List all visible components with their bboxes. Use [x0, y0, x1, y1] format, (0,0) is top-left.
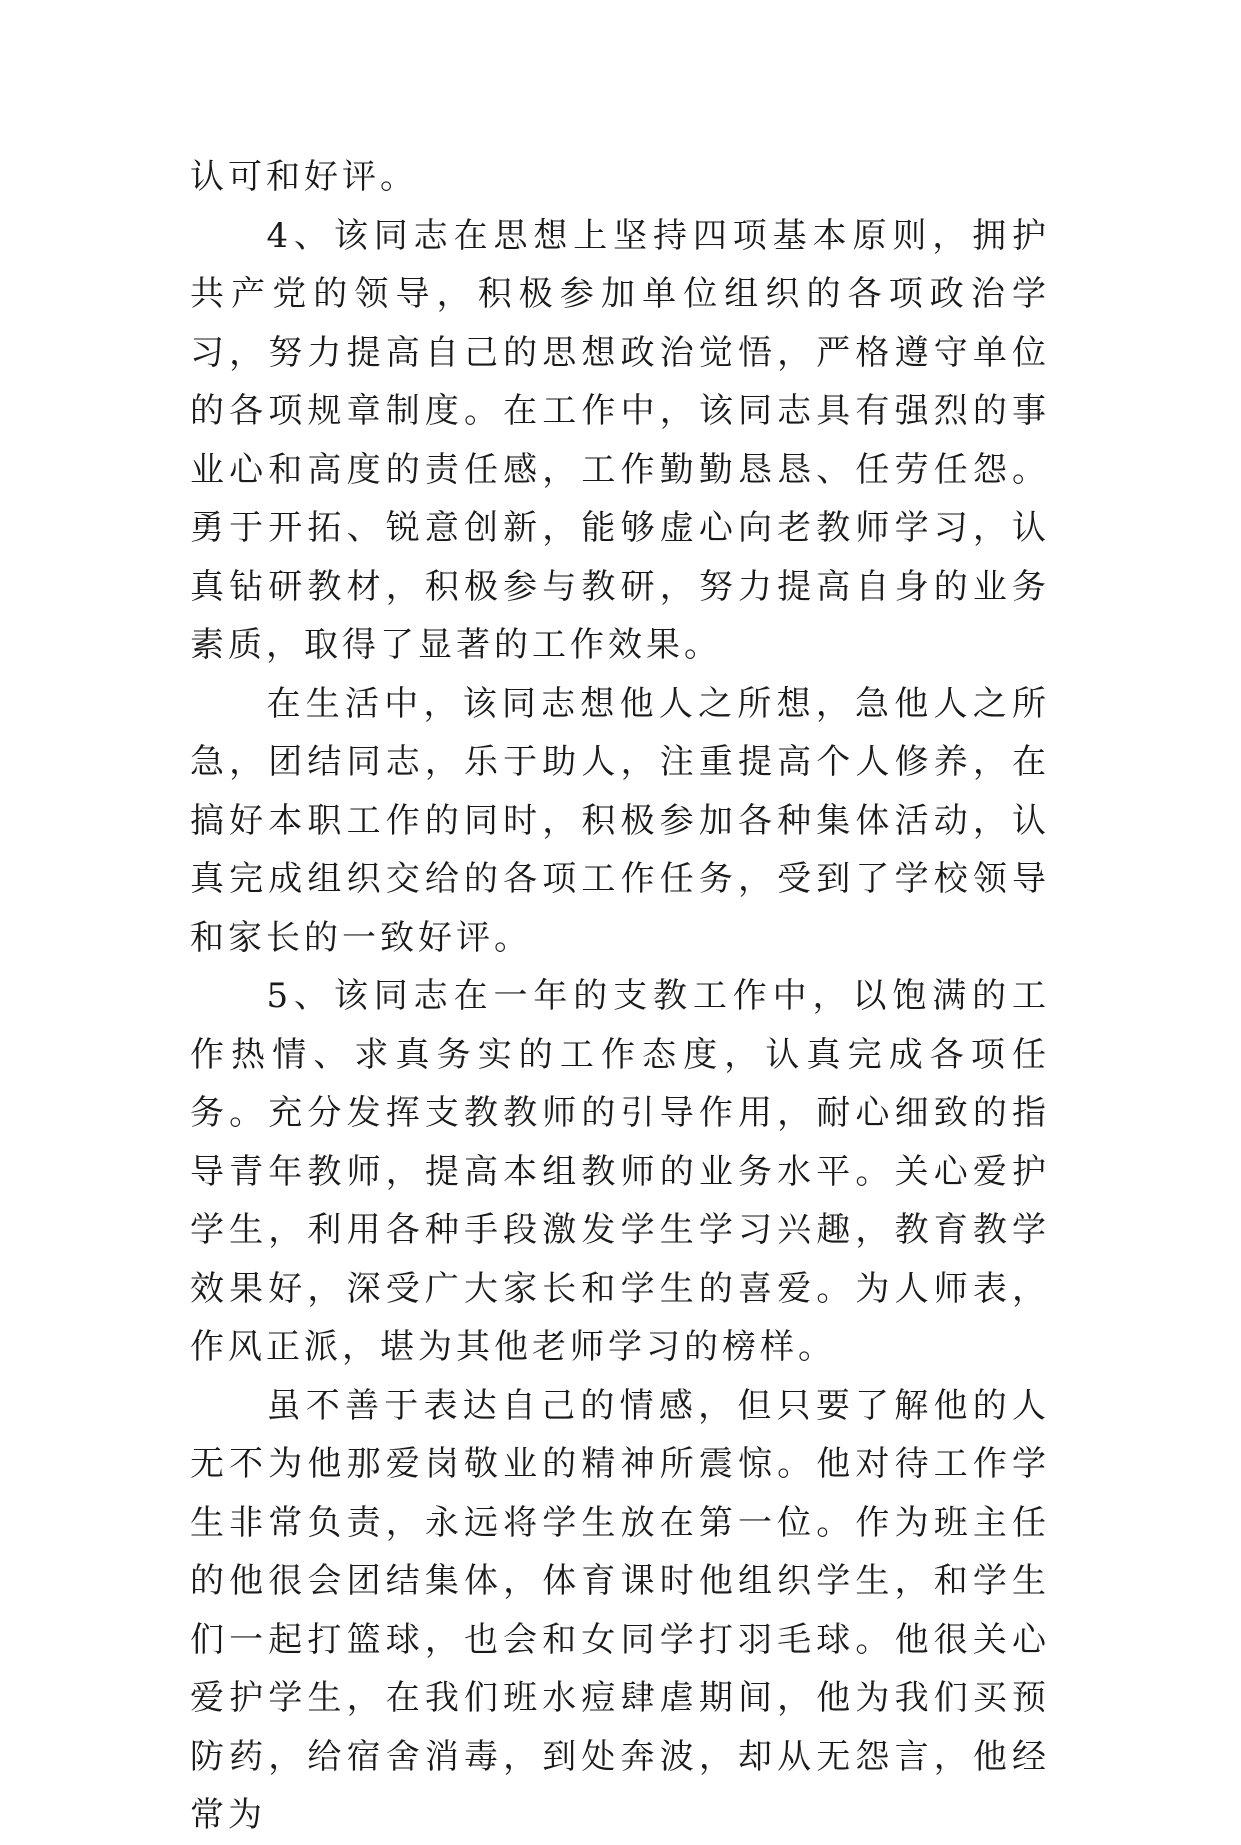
paragraph-5: 虽不善于表达自己的情感，但只要了解他的人无不为他那爱岗敬业的精神所震惊。他对待工作学生非常负责，永远将学生放在第一位。作为班主任的他很会团结集体，体育课时他组织学生，和学生们一起打篮球，也会和女同学打羽毛球。他很关心爱护学生，在我们班水痘肆虐期间，他为我们买预防药，给宿舍消毒，到处奔波，却从无怨言，他经常为	[190, 1385, 1050, 1835]
paragraph-1: 认可和好评。	[190, 157, 418, 197]
paragraph-4: 5、该同志在一年的支教工作中，以饱满的工作热情、求真务实的工作态度，认真完成各项任务。充分发挥支教教师的引导作用，耐心细致的指导青年教师，提高本组教师的业务水平。关心爱护学生，利用各种手段激发学生学习兴趣，教育教学效果好，深受广大家长和学生的喜爱。为人师表，作风正派，堪为其他老师学习的榜样。	[190, 976, 1050, 1367]
paragraph-2: 4、该同志在思想上坚持四项基本原则，拥护共产党的领导，积极参加单位组织的各项政治学习，努力提高自己的思想政治觉悟，严格遵守单位的各项规章制度。在工作中，该同志具有强烈的事业心和高度的责任感，工作勤勤恳恳、任劳任怨。勇于开拓、锐意创新，能够虚心向老教师学习，认真钻研教材，积极参与教研，努力提高自身的业务素质，取得了显著的工作效果。	[190, 215, 1050, 665]
document-body	[190, 148, 1050, 1845]
paragraph-3: 在生活中，该同志想他人之所想，急他人之所急，团结同志，乐于助人，注重提高个人修养，在搞好本职工作的同时，积极参加各种集体活动，认真完成组织交给的各项工作任务，受到了学校领导和家长的一致好评。	[190, 683, 1050, 958]
